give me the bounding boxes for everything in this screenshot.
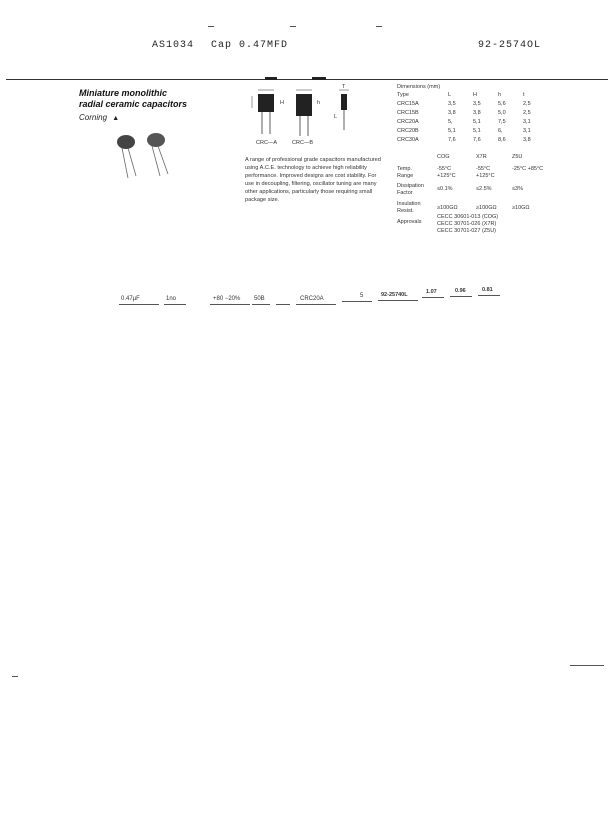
side-view-body — [341, 94, 347, 110]
dim-row-5-hs: 8,6 — [498, 137, 506, 143]
order-price-1: 1.07 — [426, 289, 437, 295]
order-pack: 5 — [360, 293, 364, 299]
spec-df-z5u: ≤3% — [512, 186, 523, 192]
spec-df-cog: ≤0.1% — [437, 186, 453, 192]
header-rule-accent — [265, 77, 277, 80]
side-view-drawing — [330, 86, 360, 136]
spec-col-z5u: Z5U — [512, 154, 523, 160]
spec-approvals-label: Approvals — [397, 219, 422, 225]
spec-ir-x7r: ≥100GΩ — [476, 205, 497, 211]
dim-row-3-t: 3,1 — [523, 119, 531, 125]
capacitor-lead-1b — [128, 148, 136, 176]
capacitor-lead-1a — [122, 148, 128, 178]
spec-approval-2: CECC 30701-026 (X7R) — [437, 221, 497, 227]
spec-col-cog: COG — [437, 154, 450, 160]
article-title — [79, 88, 187, 110]
order-price-3: 0.81 — [482, 287, 493, 293]
dim-row-3-h: 5,1 — [473, 119, 481, 125]
spec-temp-x7r: -55°C +125°C — [476, 166, 495, 179]
dim-row-5-type: CRC30A — [397, 137, 419, 143]
dim-row-3-type: CRC20A — [397, 119, 419, 125]
dim-row-1-l: 3,5 — [448, 101, 456, 107]
spec-temp-z5u: -25°C +85°C — [512, 166, 544, 172]
dim-col-h: H — [473, 92, 477, 98]
dimension-drawing-a — [248, 86, 288, 148]
header-rule-accent-2 — [312, 77, 326, 80]
dim-row-1-type: CRC15A — [397, 101, 419, 107]
spec-ir-z5u: ≥10GΩ — [512, 205, 530, 211]
order-price2-underline — [450, 296, 472, 297]
top-mark-3 — [376, 26, 382, 27]
dim-row-2-type: CRC15B — [397, 110, 419, 116]
drawing-b-label: CRC—B — [292, 140, 314, 146]
brand-line — [79, 113, 119, 122]
dim-row-5-h: 7,6 — [473, 137, 481, 143]
spec-approval-1: CECC 30601-013 (COG) — [437, 214, 499, 220]
dim-row-5-t: 3,8 — [523, 137, 531, 143]
dim-row-1-t: 2,5 — [523, 101, 531, 107]
capacitor-body-2 — [147, 133, 165, 147]
capacitor-body-1 — [117, 135, 135, 149]
drawing-dim-h-small: h — [317, 100, 321, 106]
article-title-line1: Miniature monolithic — [79, 88, 168, 98]
side-view-dim-t: T — [342, 84, 346, 90]
drawing-a-label: CRC—A — [256, 140, 278, 146]
order-value: 0.47µF — [121, 296, 140, 302]
top-mark-1 — [208, 26, 214, 27]
dim-row-4-l: 5,1 — [448, 128, 456, 134]
dim-row-2-l: 3,8 — [448, 110, 456, 116]
spec-temp-label: Temp. Range — [397, 166, 414, 179]
dim-col-t: t — [523, 92, 525, 98]
dim-row-4-hs: 6, — [498, 128, 503, 134]
dimension-drawing-b — [288, 86, 328, 148]
dim-col-hs: h — [498, 92, 502, 98]
brand-mark-icon: ▲ — [112, 115, 120, 122]
spec-ir-cog: ≥100GΩ — [437, 205, 458, 211]
article-title-line2: radial ceramic capacitors — [79, 99, 188, 109]
order-price-2: 0.96 — [455, 288, 466, 294]
dim-row-3-l: 5, — [448, 119, 453, 125]
header-rule — [6, 79, 608, 80]
dim-row-4-h: 5,1 — [473, 128, 481, 134]
dim-row-1-hs: 5,6 — [498, 101, 506, 107]
spec-temp-cog: -55°C +125°C — [437, 166, 456, 179]
brand-name: Corning — [79, 113, 108, 122]
order-tolerance: +80 −20% — [213, 296, 241, 302]
header-part-number: AS1034 — [152, 40, 195, 51]
dim-row-2-h: 3,8 — [473, 110, 481, 116]
header-reference: 92-2574OL — [478, 40, 542, 51]
spec-df-x7r: ≤2.5% — [476, 186, 492, 192]
dim-row-5-l: 7,6 — [448, 137, 456, 143]
order-gap-dash — [276, 304, 290, 305]
capacitor-lead-2a — [152, 146, 160, 176]
order-tol-underline — [210, 304, 250, 305]
dimensions-heading: Dimensions (mm) — [397, 84, 441, 90]
capacitor-photo — [108, 126, 188, 186]
dim-row-4-t: 3,1 — [523, 128, 531, 134]
order-type-underline — [296, 304, 336, 305]
spec-approval-3: CECC 30701-027 (Z5U) — [437, 228, 496, 234]
order-price1-underline — [422, 297, 444, 298]
margin-mark-left — [12, 676, 18, 677]
order-qty: 1no — [166, 296, 177, 302]
order-code: 92-25740L — [381, 292, 408, 298]
spec-col-x7r: X7R — [476, 154, 487, 160]
order-value-underline — [119, 304, 159, 305]
spec-df-label: Dissipation Factor — [397, 183, 424, 196]
article-body: A range of professional grade capacitors manufactured using A.C.E. technology to achieve high reliability performance. Improved designs are cost stability. For use in decoupling, filtering, oscillator tuning are many other applications, particularly those requiring small package size. — [245, 157, 381, 203]
order-qty-underline — [164, 304, 186, 305]
drawing-b-body — [296, 94, 312, 116]
order-pack-underline — [342, 301, 372, 302]
order-voltage-underline — [252, 304, 270, 305]
margin-mark-right — [570, 665, 604, 666]
capacitor-lead-2b — [158, 146, 168, 174]
dim-row-1-h: 3,5 — [473, 101, 481, 107]
order-voltage: 50B — [254, 296, 265, 302]
dim-row-2-t: 2,5 — [523, 110, 531, 116]
drawing-a-body — [258, 94, 274, 112]
spec-ir-label: Insulation Resist. — [397, 201, 421, 214]
order-price3-underline — [478, 295, 500, 296]
dim-row-2-hs: 5,0 — [498, 110, 506, 116]
header-description: Cap 0.47MFD — [211, 40, 289, 51]
side-view-dim-l: L — [334, 114, 338, 120]
dim-col-l: L — [448, 92, 452, 98]
drawing-dim-h: H — [280, 100, 284, 106]
dim-row-3-hs: 7,5 — [498, 119, 506, 125]
order-code-underline — [378, 300, 418, 301]
order-type: CRC20A — [300, 296, 324, 302]
dim-row-4-type: CRC20B — [397, 128, 419, 134]
dim-col-type: Type — [397, 92, 409, 98]
top-mark-2 — [290, 26, 296, 27]
